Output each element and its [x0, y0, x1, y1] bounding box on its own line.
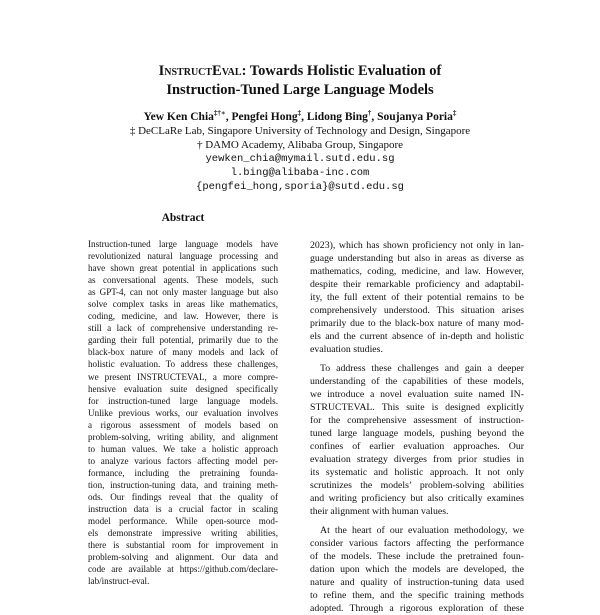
title-line-1-rest: : Towards Holistic Evaluation of: [241, 63, 442, 79]
text-line: mathematics, coding, medicine, and law. However,: [310, 266, 524, 277]
text-line: for instruction-tuned large language models.: [88, 395, 278, 406]
text-line: understanding of the capabilities of these models,: [310, 376, 524, 387]
text-line: els and the current absence of in-depth and holistic: [310, 331, 524, 342]
text-line: primarily due to the black-box nature of many mod-: [310, 318, 524, 329]
text-line: for the comprehensive assessment of instruction-: [310, 415, 524, 426]
text-line: evaluation studies.: [310, 344, 383, 355]
text-line: nature and quality of instruction-tuning data used: [310, 577, 524, 588]
text-line: to refine them, and the specific training methods: [310, 590, 524, 601]
title-system-name: InstructEval: [158, 63, 242, 79]
text-line: adopted. Through a rigorous exploration of these: [310, 603, 524, 614]
text-line: holistic evaluation. To address these challenges,: [88, 359, 278, 370]
text-line: problem-solving and alignment. Our data and: [88, 552, 278, 563]
text-line: lab/instruct-eval.: [88, 576, 150, 587]
text-line: and writing proficiency but also critically examines: [310, 493, 524, 504]
text-line: scrutinizes the models’ problem-solving abilities: [310, 480, 524, 491]
text-line: dation upon which the models are developed, the: [310, 564, 524, 575]
text-line: to analyze various factors affecting model per-: [88, 455, 278, 466]
abstract-body: [88, 238, 278, 587]
text-line: a rigorous assessment of models based on: [88, 419, 278, 430]
text-line: still a lack of comprehensive understanding re-: [88, 323, 278, 334]
author-name: Yew Ken Chia: [143, 111, 214, 123]
text-line: we present INSTRUCTEVAL, a more compre-: [88, 371, 278, 382]
email-2: l.bing@alibaba-inc.com: [230, 167, 370, 179]
paragraph-1: [310, 239, 524, 356]
title-line-1: [0, 62, 600, 81]
author-list: Yew Ken Chia‡†∗, Pengfei Hong‡, Lidong Bing†, Soujanya Poria‡: [143, 109, 457, 123]
text-line: instruction data is a crucial factor in scaling: [88, 504, 278, 515]
text-line: coding, medicine, and law. However, there is: [88, 311, 278, 322]
text-line: ods. Our findings reveal that the quality of: [88, 491, 278, 502]
text-line: have shown great potential in applications such: [88, 263, 278, 274]
text-line: hensive evaluation suite designed specifically: [88, 383, 278, 394]
text-line: guage understanding but also in areas as diverse as: [310, 253, 524, 264]
text-line: problem-solving, writing ability, and alignment: [88, 431, 278, 442]
author-marker: ‡: [297, 109, 302, 118]
text-line: tuned large language models, pushing beyond the: [310, 428, 524, 439]
abstract-heading: Abstract: [161, 212, 205, 224]
text-line: as conversational agents. These models, such: [88, 275, 278, 286]
text-line: despite their remarkable proficiency and adaptabil-: [310, 279, 524, 290]
text-line: to human values. We take a holistic approach: [88, 443, 278, 454]
text-line: Instruction-tuned large language models have: [88, 239, 278, 249]
paper-title: [0, 62, 600, 100]
text-line: evaluation strategy diverges from prior studies in: [310, 454, 524, 465]
text-line: garding their full potential, primarily due to the: [88, 335, 278, 346]
paragraph-3: [310, 524, 524, 615]
text-line: we introduce a novel evaluation suite named IN-: [310, 389, 524, 400]
text-line: STRUCTEVAL. This suite is designed explicitly: [310, 402, 524, 413]
text-line: code are available at https://github.com/declare-: [88, 564, 278, 575]
author-name: Lidong Bing: [306, 111, 368, 123]
text-line: formance, including the pretraining founda-: [88, 467, 278, 478]
text-line: 2023), which has shown proficiency not only in lan-: [310, 240, 524, 251]
text-line: els demonstrate impressive writing abilities,: [88, 528, 278, 539]
affiliation-1: ‡ DeCLaRe Lab, Singapore University of Technology and Design, Singapore: [129, 125, 471, 137]
text-line: To address these challenges and gain a deeper: [320, 363, 524, 374]
author-marker: ‡: [452, 109, 457, 118]
text-line: as GPT-4, can not only master language but also: [88, 287, 278, 298]
text-line: there is substantial room for improvement in: [88, 540, 278, 551]
text-line: solve complex tasks in areas like mathematics,: [88, 299, 278, 310]
author-marker: †: [367, 109, 372, 118]
author-name: Pengfei Hong: [231, 111, 298, 123]
text-line: of the models. These include the pretrained foun-: [310, 551, 524, 562]
email-1: yewken_chia@mymail.sutd.edu.sg: [205, 153, 395, 165]
author-name: Soujanya Poria: [377, 111, 453, 123]
paragraph-2: [310, 362, 524, 518]
title-line-2: Instruction-Tuned Large Language Models: [166, 82, 434, 98]
text-line: comprehensively understood. This situation arises: [310, 305, 524, 316]
intro-right-column: [310, 239, 524, 615]
text-line: consider various factors affecting the performance: [310, 538, 524, 549]
text-line: tion, instruction-tuning data, and training meth-: [88, 479, 278, 490]
text-line: their alignment with human values.: [310, 506, 449, 517]
email-3: {pengfei_hong,sporia}@sutd.edu.sg: [196, 181, 404, 193]
author-marker: ‡†∗: [213, 109, 226, 118]
affiliation-2: † DAMO Academy, Alibaba Group, Singapore: [196, 139, 404, 151]
text-line: confines of earlier evaluation approaches. Our: [310, 441, 524, 452]
text-line: model performance. While open-source mod-: [88, 516, 278, 527]
text-line: Unlike previous works, our evaluation involves: [88, 407, 278, 418]
text-line: its systematic and holistic approach. It not only: [310, 467, 524, 478]
text-line: At the heart of our evaluation methodology, we: [320, 525, 524, 536]
text-line: ity, the full extent of their potential remains to be: [310, 292, 524, 303]
text-line: black-box nature of many models and lack of: [88, 347, 278, 358]
text-line: revolutionized natural language processing and: [88, 251, 278, 262]
